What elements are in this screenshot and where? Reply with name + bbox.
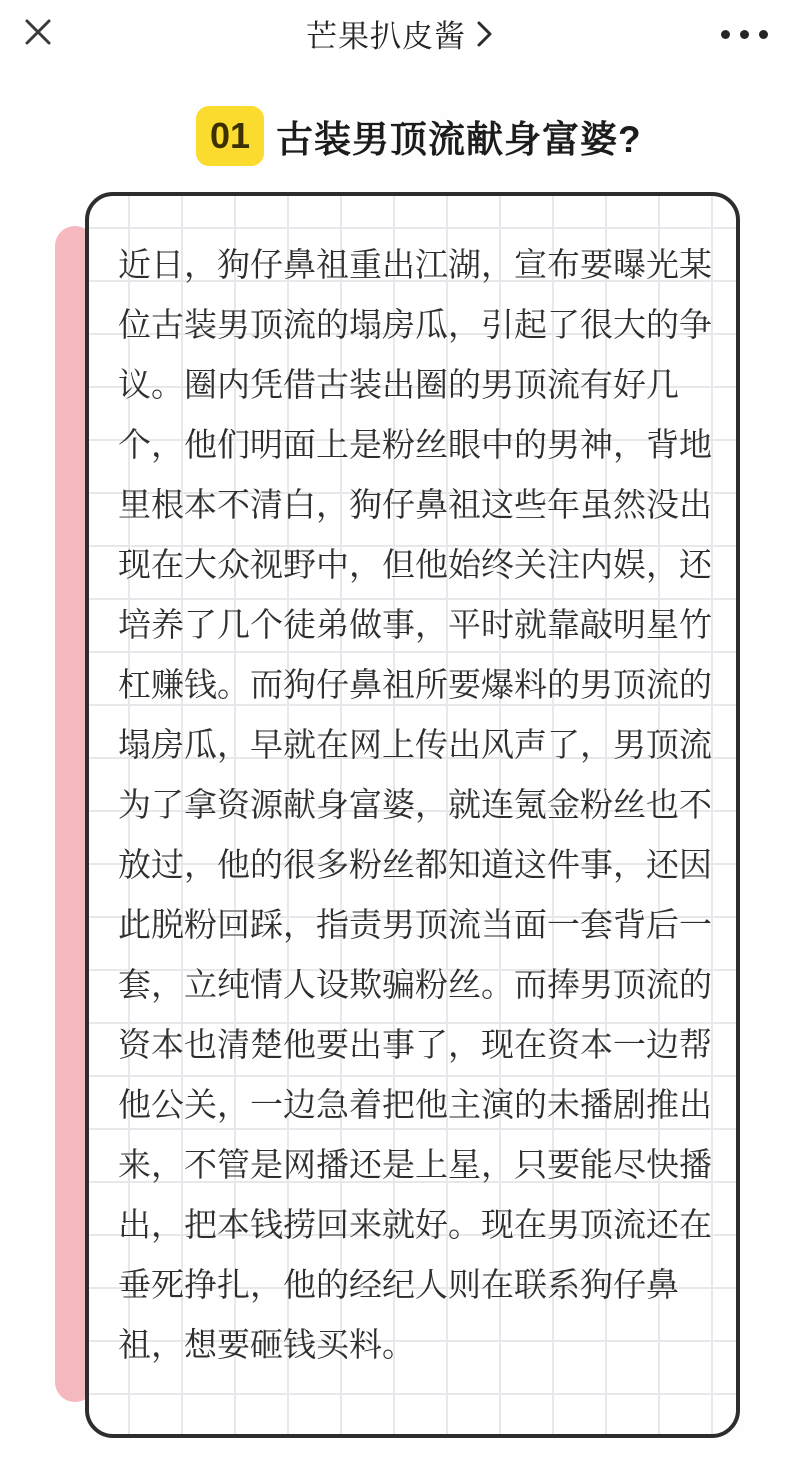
text-line: 杠赚钱。而狗仔鼻祖所要爆料的男顶流的 bbox=[118, 666, 712, 703]
account-title-button[interactable] bbox=[0, 12, 800, 54]
top-navigation-bar bbox=[0, 0, 800, 72]
text-line: 位古装男顶流的塌房瓜，引起了很大的争 bbox=[118, 306, 712, 343]
text-line: 资本也清楚他要出事了，现在资本一边帮 bbox=[118, 1026, 712, 1063]
text-line: 为了拿资源献身富婆，就连氪金粉丝也不 bbox=[118, 786, 712, 823]
chevron-right-icon bbox=[476, 18, 494, 48]
section-title: 古装男顶流献身富婆? bbox=[276, 119, 642, 160]
text-line: 培养了几个徒弟做事，平时就靠敲明星竹 bbox=[118, 606, 712, 643]
text-line: 他公关，一边急着把他主演的未播剧推出 bbox=[118, 1086, 712, 1123]
more-menu-button[interactable] bbox=[717, 20, 772, 48]
text-line: 出，把本钱捞回来就好。现在男顶流还在 bbox=[118, 1206, 712, 1243]
section-heading bbox=[196, 104, 642, 168]
text-line: 议。圈内凭借古装出圈的男顶流有好几 bbox=[118, 366, 679, 403]
text-line: 祖，想要砸钱买料。 bbox=[118, 1326, 415, 1363]
text-line: 个，他们明面上是粉丝眼中的男神，背地 bbox=[118, 426, 712, 463]
text-line: 来，不管是网播还是上星，只要能尽快播 bbox=[118, 1146, 712, 1183]
text-line: 放过，他的很多粉丝都知道这件事，还因 bbox=[118, 846, 712, 883]
article-body bbox=[89, 196, 736, 1375]
text-line: 近日，狗仔鼻祖重出江湖，宣布要曝光某 bbox=[118, 246, 712, 283]
page-title: 芒果扒皮酱 bbox=[306, 18, 466, 54]
text-line: 塌房瓜，早就在网上传出风声了，男顶流 bbox=[118, 726, 712, 763]
ellipsis-icon bbox=[721, 30, 768, 39]
content-card bbox=[85, 192, 740, 1438]
text-line: 套，立纯情人设欺骗粉丝。而捧男顶流的 bbox=[118, 966, 712, 1003]
text-line: 现在大众视野中，但他始终关注内娱，还 bbox=[118, 546, 712, 583]
text-line: 垂死挣扎，他的经纪人则在联系狗仔鼻 bbox=[118, 1266, 679, 1303]
section-number-badge: 01 bbox=[196, 106, 264, 166]
text-line: 此脱粉回踩，指责男顶流当面一套背后一 bbox=[118, 906, 712, 943]
text-line: 里根本不清白，狗仔鼻祖这些年虽然没出 bbox=[118, 486, 712, 523]
